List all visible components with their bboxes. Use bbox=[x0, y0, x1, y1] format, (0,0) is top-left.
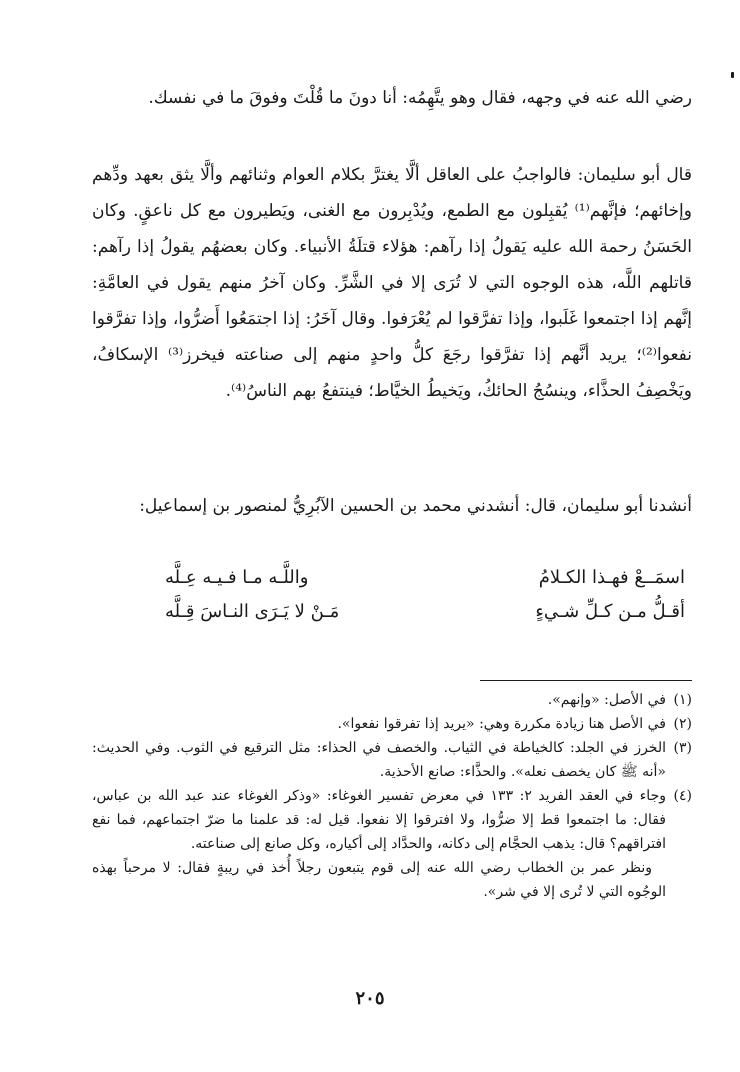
poem-verse-2 bbox=[165, 594, 685, 630]
footnote-4 bbox=[92, 784, 692, 856]
verse-1-second-hemistich: واللَّـه مـا فـيـه عِـلَّه bbox=[165, 567, 309, 588]
edge-mark bbox=[731, 72, 734, 78]
verse-2-first-hemistich: أقـلُّ مـن كـلِّ شـيءٍ bbox=[535, 601, 685, 622]
footnote-2 bbox=[92, 712, 692, 736]
footnote-text: في الأصل هنا زيادة مكررة وهي: «يريد إذا تفرقوا نفعوا». bbox=[337, 716, 666, 732]
footnote-4-continuation: ونظر عمر بن الخطاب رضي الله عنه إلى قوم يتبعون رجلاً أُخذ في ريبةٍ فقال: لا مرحباً بهذه الوجُوه التي لا تُرى إلا في شر». bbox=[92, 860, 666, 900]
footnote-3 bbox=[92, 736, 692, 784]
footnote-number: (٤) bbox=[673, 788, 692, 804]
paragraph-3: أنشدنا أبو سليمان، قال: أنشدني محمد بن الحسين الآبُرِيُّ لمنصور بن إسماعيل: bbox=[139, 496, 692, 516]
footnote-text: في الأصل: «وإنهم». bbox=[547, 692, 666, 708]
footnote-number: (١) bbox=[673, 692, 692, 708]
paragraph-2: قال أبو سليمان: فالواجبُ على العاقل ألَّا يغترَّ بكلام العوام وثنائهم وألَّا يثق بعهد ودِّهم وإخائهم؛ فإنَّهم⁽¹⁾ يُقبِلون مع الطمع، ويُدْبِرون مع الغنى، ويَطيرون مع كل ناعقٍ. وكان الحَسَنُ رحمة الله عليه يَقولُ إذا رآهم: هؤلاء قتلَةُ الأنبياء. وكان بعضهُم يقولُ إذا رآهم: قاتلهم اللَّه، هذه الوجوه التي لا تُرَى إلا في الشَّرِّ. وكان آخرُ منهم يقول في العامَّةِ: إنَّهم إذا اجتمعوا غَلَبوا، وإذا تفرَّقوا لم يُعْرَفوا. وقال آخَرُ: إذا اجتمَعُوا أَضرُّوا، وإذا تفرَّقوا نفعوا⁽²⁾؛ يريد أنَّهم إذا تفرَّقوا رجَعَ كلُّ واحدٍ منهم إلى صناعته فيخرز⁽³⁾ الإسكافُ، ويَخْصِفُ الحذَّاء، وينسُجُ الحائكُ، ويَخيطُ الخيَّاط؛ فينتفعُ بهم الناسُ⁽⁴⁾. bbox=[92, 165, 693, 401]
footnote-number: (٢) bbox=[673, 716, 692, 732]
footnotes bbox=[92, 688, 692, 904]
verse-1-first-hemistich: اسمَــعْ فهـذا الكـلامُ bbox=[538, 567, 685, 588]
verse-2-second-hemistich: مَـنْ لا يَـرَى النـاسَ قِـلَّه bbox=[165, 601, 340, 622]
paragraph-1: رضي الله عنه في وجهه، فقال وهو يتَّهِمُه: أنا دونَ ما قُلْتَ وفوقَ ما في نفسك. bbox=[148, 88, 692, 108]
footnote-1 bbox=[92, 688, 692, 712]
footnote-number: (٣) bbox=[673, 740, 692, 756]
page-number: ٢٠٥ bbox=[355, 988, 385, 1009]
footnote-text: وجاء في العقد الفريد ٢: ١٣٣ في معرض تفسير الغوغاء: «وذكر الغوغاء عند عبد الله بن عباس، فقال: ما اجتمعوا قط إلا ضرُّوا، ولا افترقوا إلا نفعوا. قيل له: قد علمنا ما ضرّ اجتماعهم، فما نفع افتراقهم؟ قال: يذهب الحجَّام إلى دكانه، والحدَّاد إلى أكياره، وكل صانع إلى صناعته. bbox=[92, 788, 666, 852]
footnote-text: الخرز في الجلد: كالخياطة في الثياب. والخصف في الحذاء: مثل الترقيع في الثوب. وفي الحديث: «أنه ﷺ كان يخصف نعله». والحذَّاء: صانع الأحذية. bbox=[92, 740, 666, 780]
poem-verse-1 bbox=[165, 560, 685, 596]
footnote-separator bbox=[480, 680, 692, 681]
